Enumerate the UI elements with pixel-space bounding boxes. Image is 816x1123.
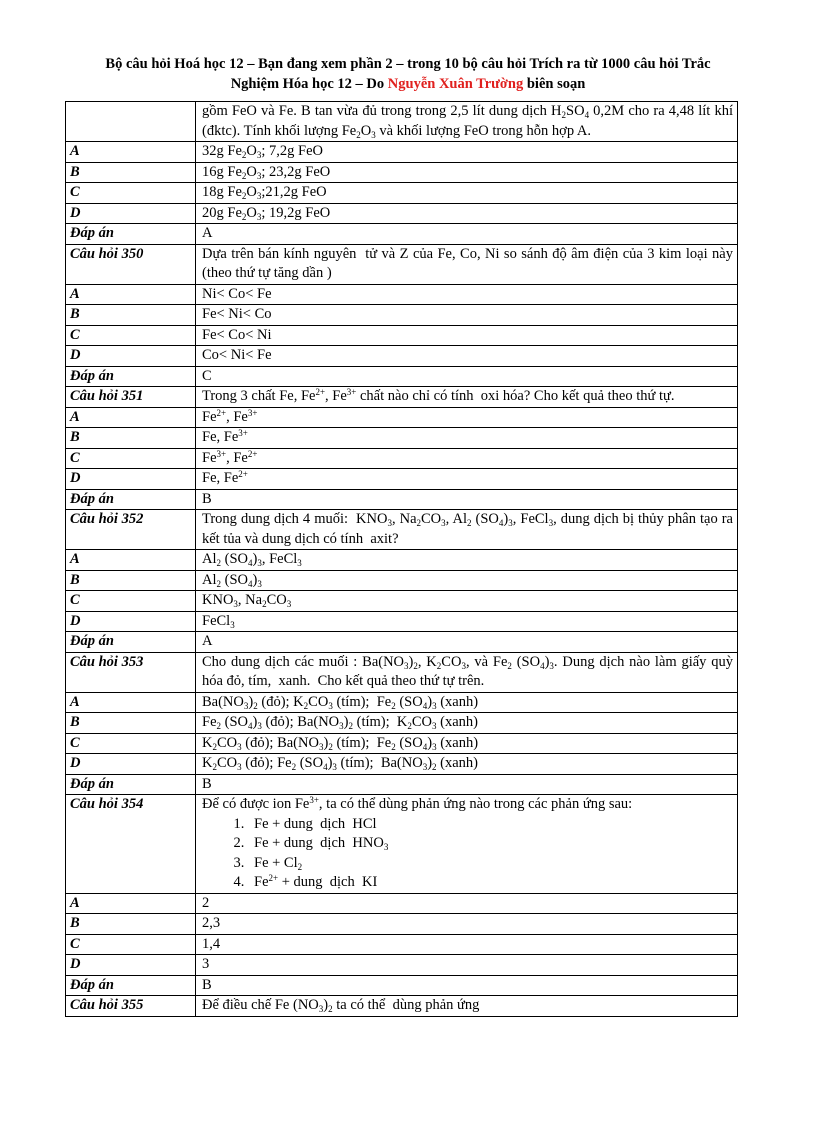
question-text: Trong 3 chất Fe, $Fe^{2+}$, $Fe^{3+}$ chất nào chỉ có tính oxi hóa? Cho kết quả theo thứ tự.	[196, 387, 738, 408]
option-text: 18g $Fe_2O_3;21,2g$ FeO	[196, 183, 738, 204]
option-row-c	[66, 934, 738, 955]
answer-row	[66, 975, 738, 996]
option-label: D	[66, 955, 196, 976]
option-text: $Fe^{2+}$, $Fe^{3+}$	[196, 407, 738, 428]
option-label: C	[66, 591, 196, 612]
option-text: 1,4	[196, 934, 738, 955]
answer-row	[66, 366, 738, 387]
option-label: C	[66, 325, 196, 346]
option-row-b	[66, 162, 738, 183]
option-text: 32g $Fe_2O_3$; 7,2g FeO	[196, 142, 738, 163]
question-row	[66, 387, 738, 408]
option-text: Fe< Co< Ni	[196, 325, 738, 346]
option-row-b	[66, 570, 738, 591]
question-row	[66, 996, 738, 1017]
option-label: A	[66, 407, 196, 428]
list-item: 2. Fe + dung dịch $HNO_3$	[248, 834, 733, 854]
option-row-c	[66, 325, 738, 346]
option-row-b	[66, 914, 738, 935]
option-label: C	[66, 733, 196, 754]
answer-value: A	[196, 224, 738, 245]
answer-value: C	[196, 366, 738, 387]
option-label: B	[66, 162, 196, 183]
option-row-d	[66, 203, 738, 224]
option-text: $KNO_3$, $Na_2CO_3$	[196, 591, 738, 612]
option-row-b	[66, 428, 738, 449]
option-text: 3	[196, 955, 738, 976]
option-text: FeCl$_3$	[196, 611, 738, 632]
question-text: Dựa trên bán kính nguyên tử và Z của Fe, Co, Ni so sánh độ âm điện của 3 kim loại này (theo thứ tự tăng dần )	[196, 244, 738, 284]
list-item: 4. $Fe^{2+}$ + dung dịch KI	[248, 873, 733, 893]
answer-row	[66, 632, 738, 653]
option-text: Ni< Co< Fe	[196, 284, 738, 305]
option-text: Fe, $Fe^{2+}$	[196, 469, 738, 490]
option-text: Co< Ni< Fe	[196, 346, 738, 367]
answer-label: Đáp án	[66, 774, 196, 795]
answer-value: B	[196, 975, 738, 996]
question-label: Câu hỏi 354	[66, 795, 196, 894]
option-text: $Fe_2$ $(SO_4)_3$ (đỏ); $Ba(NO_3)_2$ (tím); $K_2CO_3$ (xanh)	[196, 713, 738, 734]
option-text: $Ba(NO_3)_2$ (đỏ); $K_2CO_3$ (tím); $Fe_2$ $(SO_4)_3$ (xanh)	[196, 692, 738, 713]
option-label: C	[66, 934, 196, 955]
option-row-d	[66, 754, 738, 775]
option-row-a	[66, 142, 738, 163]
option-row-a	[66, 893, 738, 914]
question-text: Cho dung dịch các muối : $Ba(NO_3)_2$, $K_2CO_3$, và $Fe_2$ $(SO_4)_3$. Dung dịch nào làm giấy quỳ hóa đỏ, tím, xanh. Cho kết quả theo thứ tự trên.	[196, 652, 738, 692]
list-item: 1. Fe + dung dịch HCl	[248, 815, 733, 835]
option-label: D	[66, 346, 196, 367]
answer-value: B	[196, 489, 738, 510]
option-label: B	[66, 914, 196, 935]
question-table	[65, 101, 738, 1017]
option-text: Fe< Ni< Co	[196, 305, 738, 326]
option-row-a	[66, 692, 738, 713]
option-label: A	[66, 284, 196, 305]
list-item: 3. $Fe + Cl_2$	[248, 854, 733, 874]
option-label: B	[66, 305, 196, 326]
question-text: Để điều chế Fe $(NO_3)_2$ ta có thể dùng phản ứng	[196, 996, 738, 1017]
question-text	[196, 795, 738, 894]
option-label: B	[66, 428, 196, 449]
question-label: Câu hỏi 355	[66, 996, 196, 1017]
option-row-d	[66, 469, 738, 490]
header-line-2	[60, 74, 756, 94]
answer-label: Đáp án	[66, 489, 196, 510]
option-row-c	[66, 733, 738, 754]
option-text: 2,3	[196, 914, 738, 935]
option-text: $K_2CO_3$ (đỏ); $Fe_2$ $(SO_4)_3$ (tím); $Ba(NO_3)_2$ (xanh)	[196, 754, 738, 775]
answer-label: Đáp án	[66, 366, 196, 387]
option-label: A	[66, 893, 196, 914]
question-text: gồm FeO và Fe. B tan vừa đủ trong trong 2,5 lít dung dịch $H_2SO_4$ 0,2M cho ra 4,48 lít khí (đktc). Tính khối lượng $Fe_2O_3$ và khối lượng FeO trong hỗn hợp A.	[196, 102, 738, 142]
question-text-body: Để có được ion $Fe^{3+}$, ta có thể dùng phản ứng nào trong các phản ứng sau:	[202, 795, 633, 812]
option-row-c	[66, 183, 738, 204]
answer-label: Đáp án	[66, 632, 196, 653]
question-label: Câu hỏi 351	[66, 387, 196, 408]
option-row-d	[66, 611, 738, 632]
option-text: $K_2CO_3$ (đỏ); $Ba(NO_3)_2$ (tím); $Fe_2$ $(SO_4)_3$ (xanh)	[196, 733, 738, 754]
option-row-c	[66, 591, 738, 612]
option-text: $Al_2$ $(SO_4)_3$	[196, 570, 738, 591]
answer-row	[66, 224, 738, 245]
header-line-1: Bộ câu hỏi Hoá học 12 – Bạn đang xem phần 2 – trong 10 bộ câu hỏi Trích ra từ 1000 câu hỏi Trắc	[105, 56, 711, 72]
option-label: D	[66, 469, 196, 490]
option-row-d	[66, 346, 738, 367]
option-row-b	[66, 305, 738, 326]
header-line-2-prefix: Nghiệm Hóa học 12 – Do	[230, 76, 388, 92]
reaction-list	[202, 815, 733, 893]
question-label: Câu hỏi 353	[66, 652, 196, 692]
option-row-c	[66, 448, 738, 469]
question-label: Câu hỏi 352	[66, 510, 196, 550]
header-line-2-suffix: biên soạn	[523, 76, 586, 92]
option-label: D	[66, 611, 196, 632]
option-label: B	[66, 713, 196, 734]
author-name: Nguyễn Xuân Trường	[387, 76, 524, 92]
option-row-a	[66, 284, 738, 305]
option-text: $Fe^{3+}$, $Fe^{2+}$	[196, 448, 738, 469]
option-label: D	[66, 754, 196, 775]
option-text: $Al_2$ $(SO_4)_3$, FeCl$_3$	[196, 550, 738, 571]
option-label: A	[66, 692, 196, 713]
question-row	[66, 510, 738, 550]
answer-value: A	[196, 632, 738, 653]
answer-row	[66, 489, 738, 510]
option-label: C	[66, 448, 196, 469]
option-text: 2	[196, 893, 738, 914]
option-text: 16g $Fe_2O_3$; 23,2g FeO	[196, 162, 738, 183]
answer-row	[66, 774, 738, 795]
question-text: Trong dung dịch 4 muối: $KNO_3$, $Na_2CO_3$, $Al_2$ $(SO_4)_3$, FeCl$_3$, dung dịch bị thủy phân tạo ra kết tủa và dung dịch có tính axit?	[196, 510, 738, 550]
answer-value: B	[196, 774, 738, 795]
option-label: A	[66, 550, 196, 571]
option-label: A	[66, 142, 196, 163]
question-row	[66, 652, 738, 692]
answer-label: Đáp án	[66, 975, 196, 996]
option-text: 20g $Fe_2O_3$; 19,2g FeO	[196, 203, 738, 224]
question-row	[66, 102, 738, 142]
option-label: C	[66, 183, 196, 204]
answer-label: Đáp án	[66, 224, 196, 245]
question-label: Câu hỏi 350	[66, 244, 196, 284]
option-text: Fe, $Fe^{3+}$	[196, 428, 738, 449]
question-label	[66, 102, 196, 142]
option-label: D	[66, 203, 196, 224]
option-row-d	[66, 955, 738, 976]
option-row-a	[66, 407, 738, 428]
option-row-a	[66, 550, 738, 571]
question-row	[66, 795, 738, 894]
page-header	[60, 54, 756, 94]
question-row	[66, 244, 738, 284]
option-row-b	[66, 713, 738, 734]
option-label: B	[66, 570, 196, 591]
